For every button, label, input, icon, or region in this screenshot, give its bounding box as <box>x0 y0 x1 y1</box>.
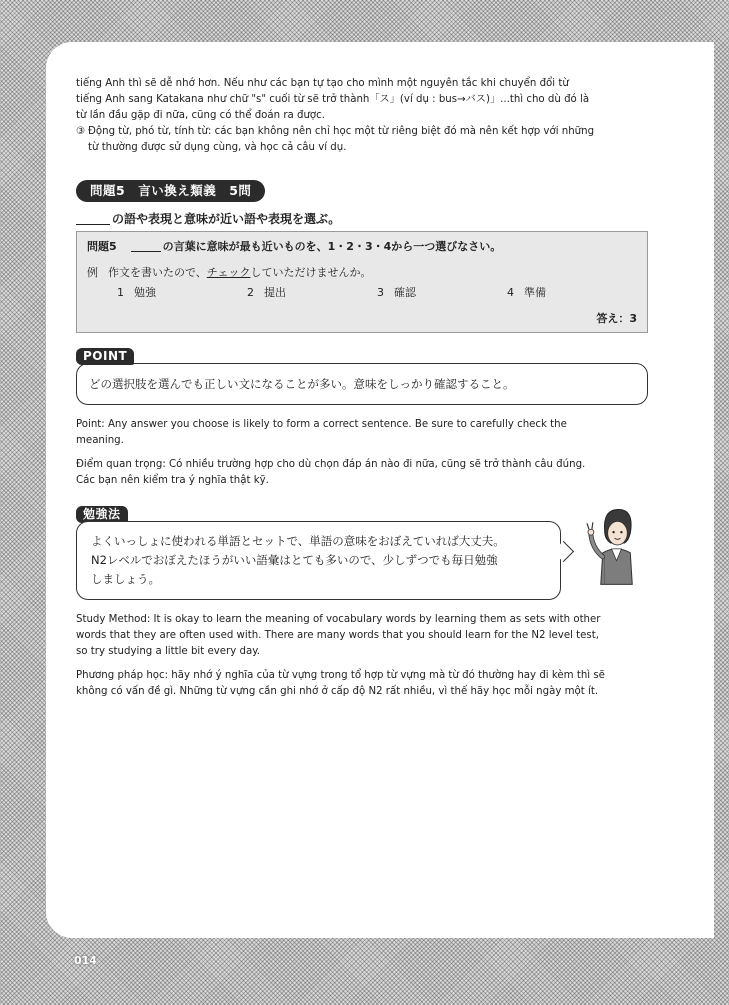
bubble-tail <box>553 541 574 562</box>
vietnamese-line: Các bạn nên kiểm tra ý nghĩa thật kỹ. <box>76 475 269 486</box>
option-text: 確認 <box>394 286 416 299</box>
intro-item-3 <box>76 124 648 156</box>
example-label: 例 <box>87 266 98 279</box>
english-line: so try studying a little bit every day. <box>76 646 261 657</box>
section-header <box>76 180 648 202</box>
vietnamese-line: không có vấn đề gì. Những từ vựng cần ghi nhớ ở cấp độ N2 rất nhiều, vì thế hãy học mỗi ngày một ít. <box>76 686 599 697</box>
point-badge: POINT <box>76 348 134 365</box>
vietnamese-line: Phương pháp học: hãy nhớ ý nghĩa của từ vựng trong tổ hợp từ vựng mà từ đó thường hay đi kèm thì sẽ <box>76 670 605 681</box>
english-line: Study Method: It is okay to learn the meaning of vocabulary words by learning them as sets with other <box>76 614 601 625</box>
option <box>247 284 377 300</box>
section-instruction <box>76 210 648 227</box>
item-line: từ thường được sử dụng cùng, và học cả câu ví dụ. <box>88 142 347 153</box>
example-sentence <box>87 264 637 280</box>
intro-line: tiếng Anh sang Katakana như chữ "s" cuối từ sẽ trở thành「ス」(ví dụ : bus→バス)」...thì cho dù đó là <box>76 94 590 105</box>
underline-blank <box>131 239 161 252</box>
intro-continuation <box>76 76 648 124</box>
section-title: 問題5 言い換え類義 5問 <box>76 180 265 202</box>
vietnamese-line: Điểm quan trọng: Có nhiều trường hợp cho dù chọn đáp án nào đi nữa, cũng sẽ trở thành câu đúng. <box>76 459 586 470</box>
instruction-text: の語や表現と意味が近い語や表現を選ぶ。 <box>112 212 341 226</box>
question-label: 問題5 <box>87 240 117 253</box>
study-line: N2レベルでおぼえたほうがいい語彙はとても多いので、少しずつでも毎日勉強 <box>91 553 498 567</box>
english-line: meaning. <box>76 435 124 446</box>
point-english <box>76 417 648 449</box>
option-number: 2 <box>247 286 254 299</box>
page-number: 014 <box>74 954 97 967</box>
sentence-after: していただけませんか。 <box>250 266 372 279</box>
intro-line: tiếng Anh thì sẽ dễ nhớ hơn. Nếu như các bạn tự tạo cho mình một nguyên tắc khi chuyển đổi từ <box>76 78 569 89</box>
intro-line: từ lần đầu gặp đi nữa, cũng có thể đoán ra được. <box>76 110 325 121</box>
english-line: words that they are often used with. There are many words that you should learn for the N2 level test, <box>76 630 599 641</box>
study-line: しましょう。 <box>91 572 160 586</box>
example-question <box>87 238 637 254</box>
page-content <box>76 76 648 700</box>
example-box <box>76 231 648 333</box>
point-box: どの選択肢を選んでも正しい文になることが多い。意味をしっかり確認すること。 <box>76 363 648 405</box>
underline-blank <box>76 212 110 225</box>
study-section <box>76 503 648 600</box>
item-line: Động từ, phó từ, tính từ: các bạn không nên chỉ học một từ riêng biệt đó mà nên kết hợp với những <box>88 126 595 137</box>
teacher-illustration <box>585 501 648 585</box>
example-options <box>87 284 637 300</box>
question-text: の言葉に意味が最も近いものを、1・2・3・4から一つ選びなさい。 <box>162 240 502 253</box>
english-line: Point: Any answer you choose is likely to form a correct sentence. Be sure to carefully check the <box>76 419 567 430</box>
option <box>507 284 637 300</box>
point-section <box>76 345 648 405</box>
study-speech-bubble <box>76 521 561 600</box>
sentence-before: 作文を書いたので、 <box>108 266 207 279</box>
page <box>46 42 714 938</box>
study-vietnamese <box>76 668 648 700</box>
point-vietnamese <box>76 457 648 489</box>
study-line: よくいっしょに使われる単語とセットで、単語の意味をおぼえていれば大丈夫。 <box>91 534 505 548</box>
option <box>377 284 507 300</box>
study-english <box>76 612 648 660</box>
option-text: 準備 <box>524 286 546 299</box>
study-badge: 勉強法 <box>76 506 128 523</box>
option <box>117 284 247 300</box>
option-number: 3 <box>377 286 384 299</box>
answer: 答え：3 <box>596 312 637 325</box>
option-number: 1 <box>117 286 124 299</box>
sentence-underlined: チェック <box>206 266 251 279</box>
option-text: 提出 <box>264 286 286 299</box>
option-text: 勉強 <box>134 286 156 299</box>
item-number: ③ <box>76 126 86 137</box>
option-number: 4 <box>507 286 514 299</box>
